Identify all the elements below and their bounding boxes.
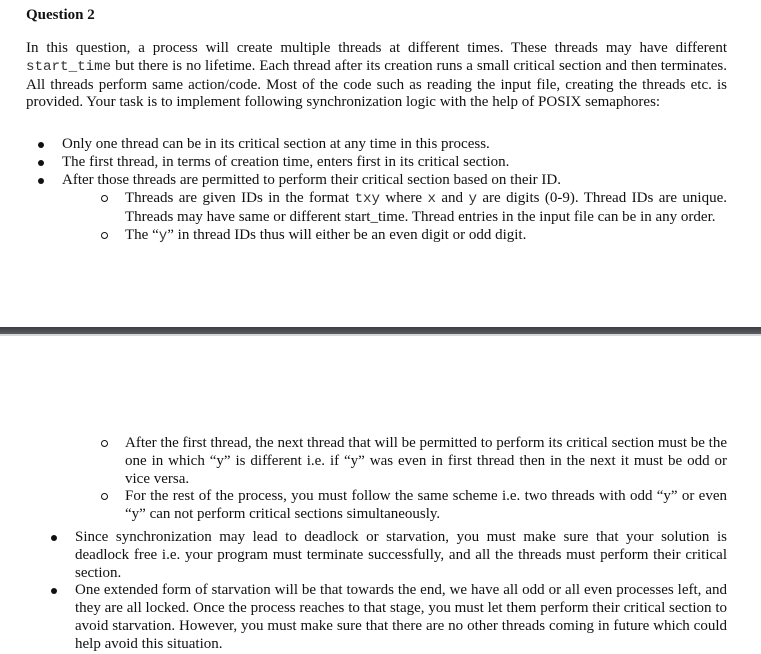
bullet-text: Since synchronization may lead to deadlock or starvation, you must make sure that your solution is deadlock free i.e. your program must terminate successfully, and all the threads must perform their critical section. [75, 529, 727, 581]
intro-text-1: In this question, a process will create multiple threads at different times. These threads may have different [26, 40, 727, 56]
bullet-dot-icon [38, 160, 44, 166]
bullet-list-bottom [75, 529, 727, 654]
code-y: y [158, 227, 168, 244]
bullet-dot-icon [38, 142, 44, 148]
sub-bullet-item [125, 227, 727, 246]
code-y: y [468, 191, 477, 207]
sub-text: where [380, 190, 428, 206]
sub-text: Threads are given IDs in the format [125, 190, 355, 206]
bullet-dot-icon [38, 178, 44, 184]
sub-text: and [435, 190, 469, 206]
page-divider [0, 327, 761, 334]
bullet-text: One extended form of starvation will be that towards the end, we have all odd or all even processes left, and they are all locked. Once the process reaches to that stage, you must let them perform their critical section to avoid starvation. However, you must make sure that there are no other threads coming in future which could help avoid this situation. [75, 582, 727, 652]
hollow-circle-icon [101, 195, 108, 202]
hollow-circle-icon [101, 493, 108, 500]
sub-text: The “ [125, 226, 159, 243]
bullet-dot-icon [51, 535, 57, 541]
bullet-dot-icon [51, 588, 57, 594]
question-title: Question 2 [26, 7, 95, 23]
bullet-text: After those threads are permitted to perform their critical section based on their ID. [62, 171, 561, 188]
page-divider-shadow [0, 334, 761, 336]
bullet-text: The first thread, in terms of creation time, enters first in its critical section. [62, 153, 510, 170]
code-txy: txy [354, 191, 380, 207]
bullet-text: Only one thread can be in its critical section at any time in this process. [62, 136, 490, 152]
code-x: x [427, 191, 436, 207]
sub-text: For the rest of the process, you must follow the same scheme i.e. two threads with odd “y” or even “y” can not perform critical sections simultaneously. [125, 488, 727, 523]
bullet-item [75, 529, 727, 582]
bullet-list-top [62, 136, 732, 189]
intro-paragraph [26, 40, 727, 112]
bullet-item [62, 172, 732, 190]
sub-list-top [125, 190, 727, 245]
bullet-item [62, 154, 732, 172]
sub-text: After the first thread, the next thread that will be permitted to perform its critical section must be the one in which “y” is different i.e. if “y” was even in first thread then in the next it must be odd or vice versa. [125, 435, 727, 487]
sub-list-bottom [125, 435, 727, 524]
sub-bullet-item [125, 488, 727, 524]
bullet-item [62, 136, 732, 154]
intro-code-start-time: start_time [26, 58, 112, 75]
bullet-item [75, 582, 727, 653]
hollow-circle-icon [101, 232, 108, 239]
intro-text-2: but there is no lifetime. Each thread after its creation runs a small critical section and then terminates. All threads perform same action/code. Most of the code such as reading the input file, creating the threads etc. is provided. Your task is to implement following synchronization logic with the help of POSIX semaphores: [26, 57, 727, 111]
sub-text: ” in thread IDs thus will either be an even digit or odd digit. [167, 226, 527, 243]
hollow-circle-icon [101, 440, 108, 447]
sub-text: are digits (0-9). Thread IDs are unique. Threads may have same or different start_time. Thread entries in the input file can be in any order. [125, 190, 727, 225]
sub-bullet-item [125, 435, 727, 488]
sub-bullet-item [125, 190, 727, 227]
